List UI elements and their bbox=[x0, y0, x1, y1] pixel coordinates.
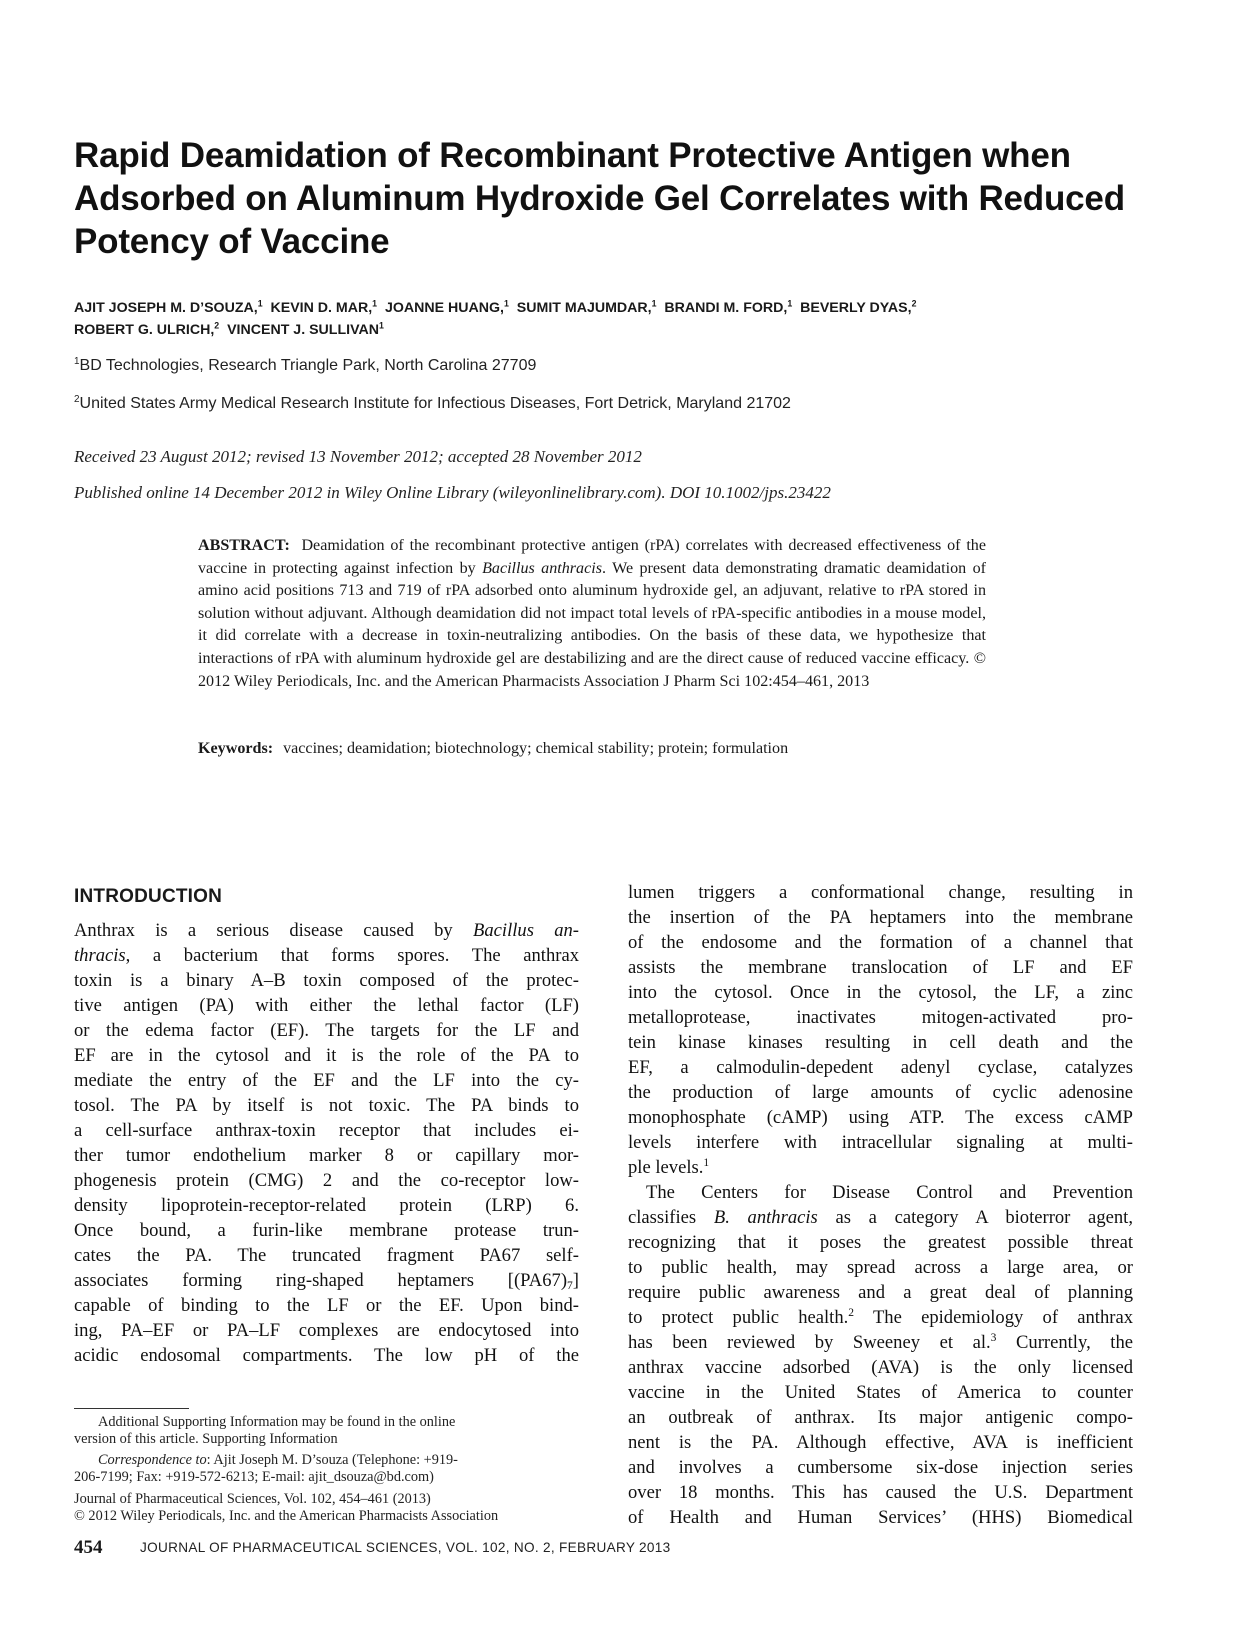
author-name: AJIT JOSEPH M. D’SOUZA, bbox=[74, 300, 258, 316]
affiliation-text: United States Army Medical Research Institute for Infectious Diseases, Fort Detrick, Maryland 21702 bbox=[79, 395, 791, 412]
text-line bbox=[628, 1205, 1133, 1230]
reference-mark: 2 bbox=[848, 1307, 855, 1320]
text-line: of Health and Human Services’ (HHS) Biomedical bbox=[628, 1507, 1133, 1528]
text-line: vaccine in the United States of America to counter bbox=[628, 1382, 1133, 1403]
text-line: monophosphate (cAMP) using ATP. The excess cAMP bbox=[628, 1107, 1133, 1128]
text-line: of the endosome and the formation of a channel that bbox=[628, 932, 1133, 953]
author-list bbox=[74, 297, 1174, 341]
reference-mark: 3 bbox=[990, 1332, 997, 1345]
text-line: acidic endosomal compartments. The low pH of the bbox=[74, 1345, 579, 1366]
supporting-info-note bbox=[74, 1414, 574, 1448]
text-line: lumen triggers a conformational change, resulting in bbox=[628, 882, 1133, 903]
text-line: metalloprotease, inactivates mitogen-activated pro- bbox=[628, 1007, 1133, 1028]
title-line: Rapid Deamidation of Recombinant Protective Antigen when bbox=[74, 136, 1071, 175]
copyright-line: © 2012 Wiley Periodicals, Inc. and the American Pharmacists Association bbox=[74, 1508, 499, 1524]
body-column-left bbox=[74, 918, 579, 1368]
text-line: EF are in the cytosol and it is the role of the PA to bbox=[74, 1045, 579, 1066]
correspondence-label: Correspondence to bbox=[98, 1452, 207, 1468]
author-affiliation-mark: 1 bbox=[378, 320, 384, 331]
running-footer: JOURNAL OF PHARMACEUTICAL SCIENCES, VOL. 102, NO. 2, FEBRUARY 2013 bbox=[140, 1540, 671, 1555]
page-number: 454 bbox=[74, 1537, 103, 1558]
text-line bbox=[74, 943, 579, 968]
text-line bbox=[74, 1268, 579, 1293]
text-line: Once bound, a furin-like membrane protease trun- bbox=[74, 1220, 579, 1241]
correspondence-note bbox=[74, 1452, 574, 1486]
text-line bbox=[628, 1330, 1133, 1355]
text-line: tein kinase kinases resulting in cell death and the bbox=[628, 1032, 1133, 1053]
journal-note bbox=[74, 1491, 574, 1525]
author-name: KEVIN D. MAR, bbox=[270, 300, 373, 316]
text-line: ing, PA–EF or PA–LF complexes are endocytosed into bbox=[74, 1320, 579, 1341]
text-line: and involves a cumbersome six-dose injection series bbox=[628, 1457, 1133, 1478]
title-line: Potency of Vaccine bbox=[74, 222, 390, 261]
footnote-line: 206-7199; Fax: +919-572-6213; E-mail: ajit_dsouza@bd.com) bbox=[74, 1469, 434, 1485]
abstract bbox=[198, 535, 986, 693]
title-line: Adsorbed on Aluminum Hydroxide Gel Correlates with Reduced bbox=[74, 179, 1125, 218]
text-line: density lipoprotein-receptor-related protein (LRP) 6. bbox=[74, 1195, 579, 1216]
article-title bbox=[74, 134, 1174, 263]
text-run: to protect public health. bbox=[628, 1307, 849, 1328]
author-affiliation-mark: 2 bbox=[911, 298, 917, 309]
text-line: the insertion of the PA heptamers into the membrane bbox=[628, 907, 1133, 928]
author-affiliation-mark: 1 bbox=[787, 298, 793, 309]
affiliation bbox=[74, 395, 791, 413]
text-line: EF, a calmodulin-depedent adenyl cyclase, catalyzes bbox=[628, 1057, 1133, 1078]
affiliation-number: 1 bbox=[74, 356, 80, 368]
author-line bbox=[74, 319, 1174, 341]
text-run: as a category A bioterror agent, bbox=[835, 1207, 1133, 1228]
footnote-line: version of this article. Supporting Information bbox=[74, 1431, 338, 1447]
text-line: cates the PA. The truncated fragment PA67 self- bbox=[74, 1245, 579, 1266]
text-line bbox=[628, 1305, 1133, 1330]
section-heading: INTRODUCTION bbox=[74, 886, 223, 907]
text-line: ther tumor endothelium marker 8 or capillary mor- bbox=[74, 1145, 579, 1166]
text-line bbox=[628, 1155, 1133, 1180]
text-run: , a bacterium that forms spores. The anthrax bbox=[125, 945, 579, 966]
text-line: the production of large amounts of cyclic adenosine bbox=[628, 1082, 1133, 1103]
author-name: SUMIT MAJUMDAR, bbox=[516, 300, 652, 316]
affiliation bbox=[74, 357, 536, 375]
organism-name: B. anthracis bbox=[713, 1207, 818, 1228]
author-name: VINCENT J. SULLIVAN bbox=[227, 322, 379, 338]
affiliation-text: BD Technologies, Research Triangle Park, North Carolina 27709 bbox=[79, 357, 537, 374]
abstract-label: ABSTRACT: bbox=[198, 537, 290, 554]
text-line: over 18 months. This has caused the U.S. Department bbox=[628, 1482, 1133, 1503]
keywords-label: Keywords: bbox=[198, 740, 274, 757]
publication-info: Published online 14 December 2012 in Wiley Online Library (wileyonlinelibrary.com). DOI 10.1002/jps.23422 bbox=[74, 483, 831, 502]
text-run: associates forming ring-shaped heptamers [(PA67) bbox=[74, 1270, 568, 1291]
received-history: Received 23 August 2012; revised 13 November 2012; accepted 28 November 2012 bbox=[74, 447, 642, 466]
text-line: capable of binding to the LF or the EF. Upon bind- bbox=[74, 1295, 579, 1316]
footnote-line: Additional Supporting Information may be found in the online bbox=[98, 1414, 456, 1430]
affiliation-number: 2 bbox=[74, 394, 80, 406]
author-affiliation-mark: 1 bbox=[504, 298, 509, 309]
author-affiliation-mark: 1 bbox=[372, 298, 378, 309]
author-line bbox=[74, 297, 1174, 319]
author-name: BRANDI M. FORD, bbox=[664, 300, 788, 316]
text-line: an outbreak of anthrax. Its major antigenic compo- bbox=[628, 1407, 1133, 1428]
author-affiliation-mark: 2 bbox=[214, 320, 220, 331]
footnote-line bbox=[74, 1452, 574, 1469]
text-line: mediate the entry of the EF and the LF into the cy- bbox=[74, 1070, 579, 1091]
text-line: tosol. The PA by itself is not toxic. The PA binds to bbox=[74, 1095, 579, 1116]
text-line: levels interfere with intracellular signaling at multi- bbox=[628, 1132, 1133, 1153]
text-line: assists the membrane translocation of LF and EF bbox=[628, 957, 1133, 978]
text-line: The Centers for Disease Control and Prevention bbox=[646, 1182, 1133, 1203]
abstract-text: . We present data demonstrating dramatic deamidation of amino acid positions 713 and 719 of rPA adsorbed onto aluminum hydroxide gel, an adjuvant, relative to rPA stored in solution without adjuvant. Although deamidation did not impact total levels of rPA-specific antibodies in a mouse model, it did correlate with a decrease in toxin-neutralizing antibodies. On the basis of these data, we hypothesize that interactions of rPA with aluminum hydroxide gel are destabilizing and are the direct cause of reduced vaccine efficacy. © 2012 Wiley Periodicals, Inc. and the American Pharmacists Association J Pharm Sci 102:454–461, 2013 bbox=[198, 559, 986, 690]
reference-mark: 1 bbox=[703, 1157, 710, 1170]
text-line: a cell-surface anthrax-toxin receptor that includes ei- bbox=[74, 1120, 579, 1141]
text-run: has been reviewed by Sweeney et al. bbox=[628, 1332, 991, 1353]
journal-citation: Journal of Pharmaceutical Sciences, Vol. 102, 454–461 (2013) bbox=[74, 1491, 431, 1507]
abstract-organism: Bacillus anthracis bbox=[482, 559, 602, 577]
author-affiliation-mark: 1 bbox=[257, 298, 263, 309]
author-affiliation-mark: 1 bbox=[651, 298, 657, 309]
text-line: phogenesis protein (CMG) 2 and the co-receptor low- bbox=[74, 1170, 579, 1191]
text-line: anthrax vaccine adsorbed (AVA) is the only licensed bbox=[628, 1357, 1133, 1378]
text-run: The epidemiology of anthrax bbox=[854, 1307, 1133, 1328]
author-name: JOANNE HUANG, bbox=[384, 300, 504, 316]
text-line: into the cytosol. Once in the cytosol, the LF, a zinc bbox=[628, 982, 1133, 1003]
text-run: ] bbox=[572, 1270, 579, 1291]
abstract-text: Deamidation of the recombinant protective antigen (rPA) correlates with decreased effectiveness of the vaccine in protecting against infection by bbox=[198, 537, 986, 577]
footnote-divider bbox=[74, 1408, 189, 1409]
text-line: tive antigen (PA) with either the lethal factor (LF) bbox=[74, 995, 579, 1016]
text-line: to public health, may spread across a large area, or bbox=[628, 1257, 1133, 1278]
keywords bbox=[198, 740, 986, 758]
author-name: ROBERT G. ULRICH, bbox=[74, 322, 215, 338]
organism-name: Bacillus an- bbox=[473, 920, 579, 941]
author-name: BEVERLY DYAS, bbox=[800, 300, 912, 316]
text-run: classifies bbox=[628, 1207, 697, 1228]
body-column-right bbox=[628, 880, 1133, 1530]
text-line: nent is the PA. Although effective, AVA is inefficient bbox=[628, 1432, 1133, 1453]
text-run: ple levels. bbox=[628, 1157, 704, 1178]
text-run: Currently, the bbox=[996, 1332, 1133, 1353]
text-line: or the edema factor (EF). The targets for the LF and bbox=[74, 1020, 579, 1041]
text-line: recognizing that it poses the greatest possible threat bbox=[628, 1232, 1133, 1253]
text-line: require public awareness and a great deal of planning bbox=[628, 1282, 1133, 1303]
subscript: 7 bbox=[567, 1279, 573, 1292]
footnote-text: : Ajit Joseph M. D’souza (Telephone: +919- bbox=[206, 1452, 458, 1468]
text-line: toxin is a binary A–B toxin composed of the protec- bbox=[74, 970, 579, 991]
text-run: Anthrax is a serious disease caused by bbox=[74, 920, 453, 941]
keywords-text: vaccines; deamidation; biotechnology; chemical stability; protein; formulation bbox=[283, 740, 789, 757]
organism-name: thracis bbox=[74, 945, 126, 966]
text-line bbox=[74, 918, 579, 943]
